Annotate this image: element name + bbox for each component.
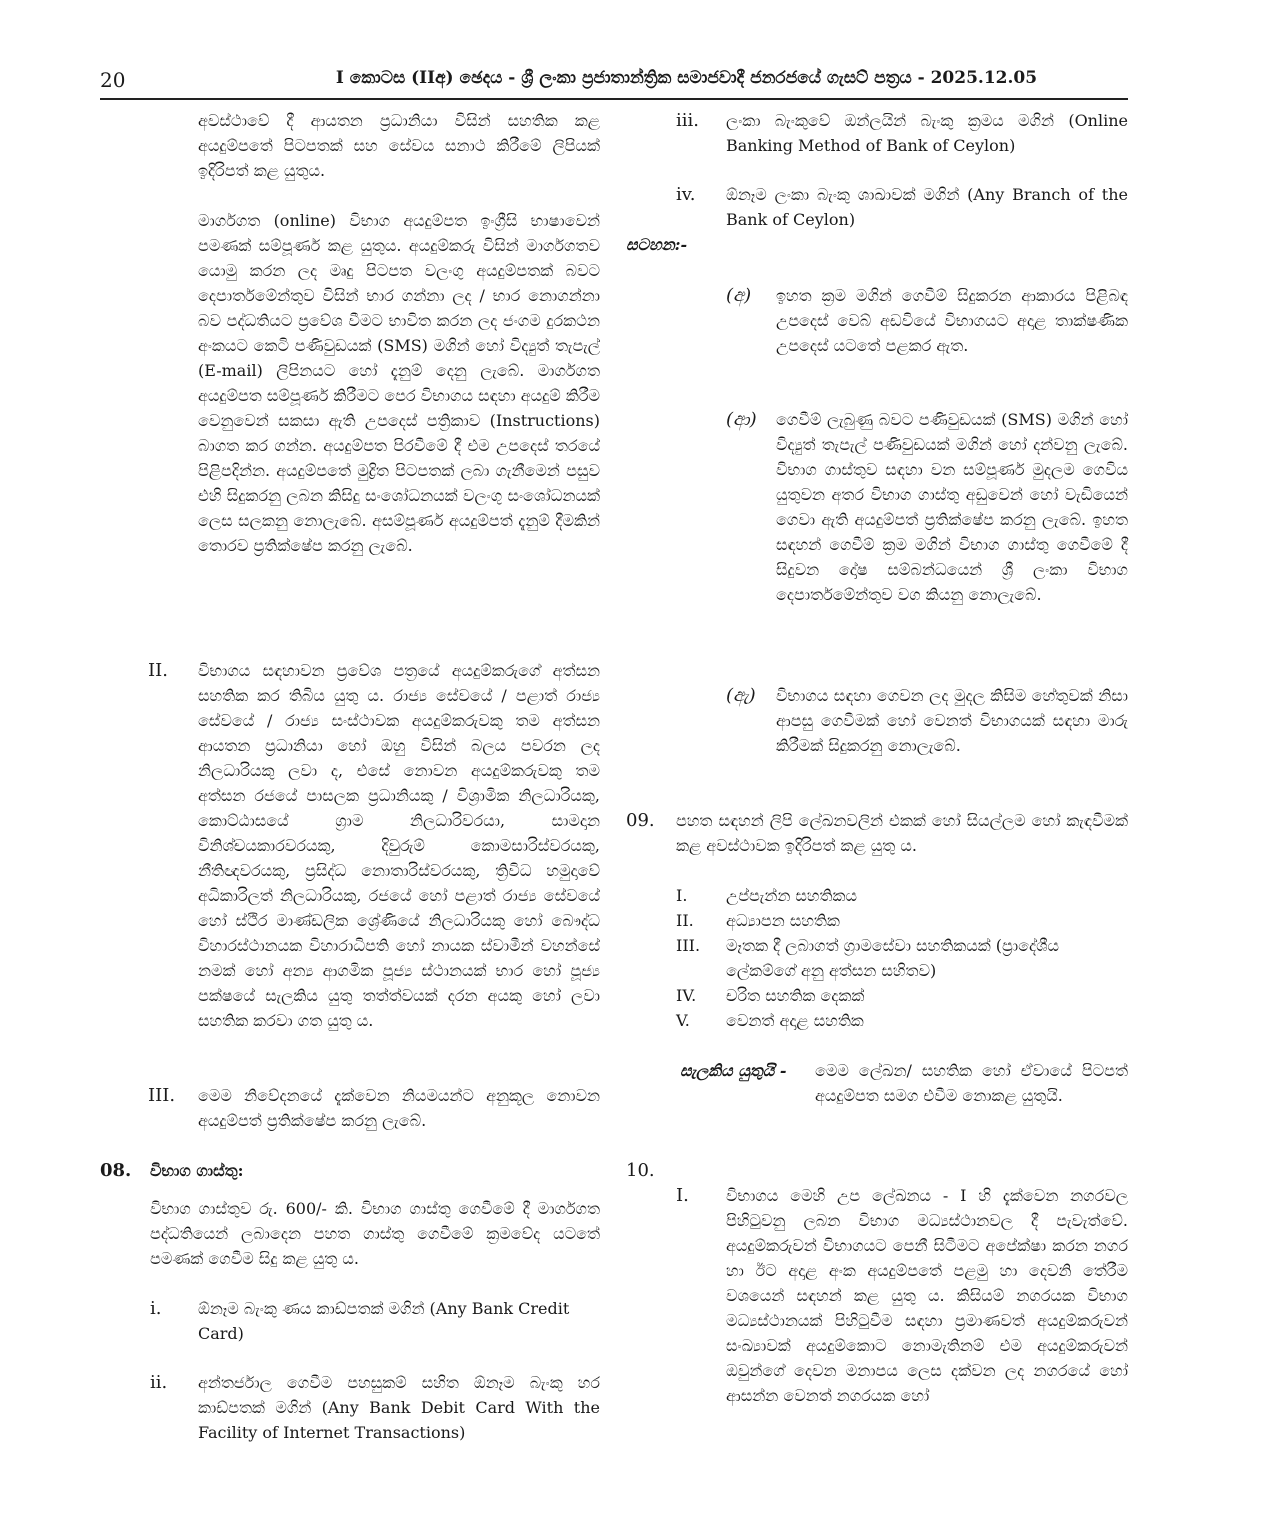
consider-text: මෙම ලේඛන/ සහතික හෝ ඒවායේ පිටපත් අයදුම්පත සමග එවීම නොකළ යුතුයි. [815, 1061, 1128, 1105]
pay-ii-number: ii. [150, 1372, 168, 1393]
note-ae-text: විභාගය සඳහා ගෙවන ලද මුදල කිසිම හේතුවක් නිසා ආපසු ගෙවීමක් හෝ වෙනත් විභාගයක් සඳහා මාරු කිරීමක් සිදුකරනු නොලැබේ. [776, 686, 1128, 755]
section-10-I-number: I. [676, 1185, 689, 1206]
doc-5-number: V. [676, 1011, 690, 1030]
doc-2-number: II. [676, 911, 694, 930]
note-aa-number: (ආ) [726, 409, 757, 430]
doc-1-number: I. [676, 886, 688, 905]
doc-3-number: III. [676, 936, 701, 955]
pay-iv-number: iv. [676, 184, 696, 205]
doc-1-text: උප්පැන්න සහතිකය [726, 886, 857, 905]
section-10-number: 10. [626, 1160, 655, 1181]
pay-ii-text: අන්තර්ජාල ගෙවීම පහසුකම් සහිත ඕනෑම බැංකු හර කාඩ්පතක් මගින් (Any Bank Debit Card With the Facility of Internet Transactions) [198, 1373, 600, 1442]
doc-2-text: අධ්‍යාපන සහතික [726, 911, 840, 930]
doc-4-number: IV. [676, 986, 697, 1005]
item-II-text: විභාගය සඳහාවන ප්‍රවේශ පත්‍රයේ අයදුම්කරුගේ අත්සන සහතික කර තිබිය යුතු ය. රාජ්‍ය සේවයේ / පළාත් රාජ්‍ය සේවයේ / රාජ්‍ය සංස්ථාවක අයදුම්කරුවකු තම අත්සන ආයතන ප්‍රධානියා හෝ ඔහු විසින් බලය පවරන ලද නිලධාරියකු ලවා ද, එසේ නොවන අයදුම්කරුවකු තම අත්සන රජයේ පාසලක ප්‍රධානියකු / විශ්‍රාමික නිලධාරියකු, කොට්ඨාසයේ ග්‍රාම නිලධාරිවරයා, සාමදාන විනිශ්චයකාරවරයකු, දිවුරුම් කොමසාරිස්වරයකු, නීතිඥවරයකු, ප්‍රසිද්ධ නොතාරිස්වරයකු, ත්‍රිවිධ හමුදාවේ අධිකාරිලත් නිලධාරියකු, රජයේ හෝ පළාත් රාජ්‍ය සේවයේ හෝ ස්ථිර මාණ්ඩලික ශ්‍රේණියේ නිලධාරියකු හෝ බෞද්ධ විහාරස්ථානයක විහාරාධිපති හෝ නායක ස්වාමීන් වහන්සේ නමක් හෝ අන්‍ය ආගමික පූජ්‍ය ස්ථානයක් භාර හෝ පූජ්‍ය පක්ෂයේ සැලකිය යුතු තත්ත්වයක් දරන අයකු හෝ ලවා සහතික කරවා ගත යුතු ය. [198, 661, 600, 1030]
note-label: සටහන:- [626, 235, 688, 254]
doc-3b-text: ලේකම්ගේ අනු අත්සන සහිතව) [726, 961, 937, 980]
item-III-text: මෙම නිවේදනයේ දැක්වෙන නියමයන්ට අනුකූල නොවන අයදුම්පත් ප්‍රතික්ෂේප කරනු ලැබේ. [198, 1086, 600, 1130]
pay-iii-number: iii. [676, 110, 699, 131]
item-II-number: II. [148, 660, 168, 681]
pay-iii-text: ලංකා බැංකුවේ ඔන්ලයින් බැංකු ක්‍රමය මගින් (Online Banking Method of Bank of Ceylon) [726, 111, 1128, 155]
note-ae-number: (ඇ) [726, 685, 756, 706]
header-rule [100, 98, 1128, 100]
section-10-I-text: විභාගය මෙහි උප ලේඛනය - I හි දැක්වෙන නගරවල පිහිටුවනු ලබන විභාග මධ්‍යස්ථානවල දී පැවැත්වේ. අයදුම්කරුවන් විභාගයට පෙනී සිටීමට අපේක්ෂා කරන නගර හා ඊට අදාළ අංක අයදුම්පතේ පළමු හා දෙවනි තේරීම වශයෙන් සඳහන් කළ යුතු ය. කිසියම් නගරයක විභාග මධ්‍යස්ථානයක් පිහිටුවීම සඳහා ප්‍රමාණවත් අයදුම්කරුවන් සංඛ්‍යාවක් අයදුම්කොට නොමැතිනම් එම අයදුම්කරුවන් ඔවුන්ගේ දෙවන මනාපය ලෙස දක්වන ලද නගරයේ හෝ ආසන්න වෙනත් නගරයක හෝ [726, 1186, 1128, 1405]
section-08-title: විභාග ගාස්තු: [150, 1161, 244, 1180]
pay-i-text: ඕනෑම බැංකු ණය කාඩ්පතක් මගින් (Any Bank Credit Card) [198, 1299, 570, 1343]
note-a-number: (අ) [726, 285, 752, 306]
section-09-number: 09. [626, 810, 655, 831]
section-09-body: පහත සඳහන් ලිපි ලේඛනවලින් එකක් හෝ සියල්ලම හෝ කැඳවීමක් කළ අවස්ථාවක ඉදිරිපත් කළ යුතු ය. [676, 811, 1128, 855]
gazette-title: I කොටස (IIඅ) ඡෙදය - ශ්‍රී ලංකා ප්‍රජාතාන්ත්‍රික සමාජවාදී ජනරජයේ ගැසට් පත්‍රය - 2025.12.05 [335, 68, 1038, 88]
left-para-online: මාර්ගගත (online) විභාග අයදුම්පත ඉංග්‍රීසි භාෂාවෙන් පමණක් සම්පූර්ණ කළ යුතුය. අයදුම්කරු විසින් මාර්ගගතව යොමු කරන ලද මෘදු පිටපත වලංගු අයදුම්පතක් බවට දෙපාර්තමේන්තුව විසින් භාර ගන්නා ලද / භාර නොගන්නා බව පද්ධතියට ප්‍රවේශ වීමට භාවිත කරන ලද ජංගම දුරකථන අංකයට කෙටි පණිවුඩයක් (SMS) මගින් හෝ විද්‍යුත් තැපැල් (E-mail) ලිපිනයට හෝ දැනුම් දෙනු ලැබේ. මාර්ගගත අයදුම්පත සම්පූර්ණ කිරීමට පෙර විභාගය සඳහා අයදුම් කිරීම වෙනුවෙන් සකසා ඇති උපදෙස් පත්‍රිකාව (Instructions) බාගත කර ගන්න. අයදුම්පත පිරවීමේ දී එම උපදෙස් තරයේ පිළිපදින්න. අයදුම්පතේ මුද්‍රිත පිටපතක් ලබා ගැනීමෙන් පසුව එහි සිදුකරනු ලබන කිසිදු සංශෝධනයක් වලංගු සංශෝධනයක් ලෙස සලකනු නොලැබේ. අසම්පූර්ණ අයදුම්පත් දැනුම් දීමකින් තොරව ප්‍රතික්ෂේප කරනු ලැබේ. [198, 211, 600, 555]
page-number: 20 [100, 68, 126, 92]
section-08-number: 08. [100, 1160, 132, 1181]
doc-5-text: වෙනත් අදාළ සහතික [726, 1011, 864, 1030]
note-aa-text: ගෙවීම් ලැබුණු බවට පණිවුඩයක් (SMS) මගින් හෝ විද්‍යුත් තැපැල් පණිවුඩයක් මගින් හෝ දන්වනු ලැබේ. විභාග ගාස්තුව සඳහා වන සම්පූර්ණ මුදලම ගෙවිය යුතුවන අතර විභාග ගාස්තු අඩුවෙන් හෝ වැඩියෙන් ගෙවා ඇති අයදුම්පත් ප්‍රතික්ෂේප කරනු ලැබේ. ඉහත සඳහන් ගෙවීම් ක්‍රම මගින් විභාග ගාස්තු ගෙවීමේ දී සිදුවන දෝෂ සම්බන්ධයෙන් ශ්‍රී ලංකා විභාග දෙපාර්තමේන්තුව වග කියනු නොලැබේ. [776, 410, 1128, 604]
doc-3-text: මෑතක දී ලබාගත් ග්‍රාමසේවා සහතිකයක් (ප්‍රාදේශීය [726, 936, 1060, 955]
consider-label: සැලකිය යුතුයි - [680, 1061, 787, 1080]
pay-iv-text: ඕනෑම ලංකා බැංකු ශාඛාවක් මගින් (Any Branch of the Bank of Ceylon) [726, 185, 1128, 229]
note-a-text: ඉහත ක්‍රම මගින් ගෙවීම් සිදුකරන ආකාරය පිළිබඳ උපදෙස් වෙබ් අඩවියේ විභාගයට අදාළ තාක්ෂණික උපදෙස් යටතේ පළකර ඇත. [776, 286, 1128, 355]
pay-i-number: i. [150, 1298, 162, 1319]
page-header [100, 68, 1128, 98]
section-08-body: විභාග ගාස්තුව රු. 600/- කි. විභාග ගාස්තු ගෙවීමේ දී මාර්ගගත පද්ධතියෙන් ලබාදෙන පහත ගාස්තු ගෙවීමේ ක්‍රමවේද යටතේ පමණක් ගෙවීම සිදු කළ යුතු ය. [150, 1199, 600, 1268]
item-III-number: III. [148, 1085, 176, 1106]
doc-4-text: චරිත සහතික දෙකක් [726, 986, 865, 1005]
left-para-continuation: අවස්ථාවේ දී ආයතන ප්‍රධානියා විසින් සහතික කළ අයදුම්පතේ පිටපතක් සහ සේවය සනාථ කිරීමේ ලිපියක් ඉදිරිපත් කළ යුතුය. [198, 111, 600, 180]
